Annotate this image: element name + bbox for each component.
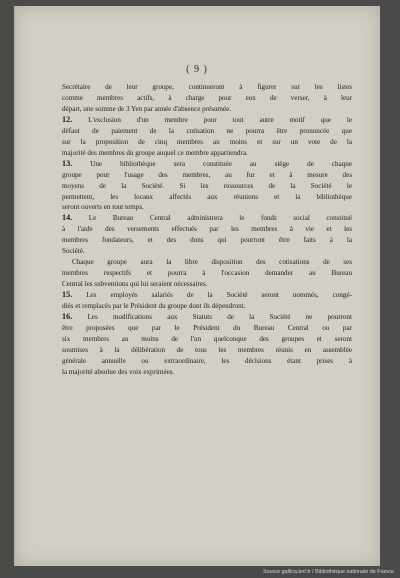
- text-line: [62, 312, 352, 323]
- line-text: membres fondateurs, et des dons qui pourront être faits à la: [62, 236, 352, 245]
- line-text: majorité des membres du groupe auquel ce membre appartiendra.: [62, 148, 248, 157]
- text-line: [62, 159, 352, 170]
- line-text: diés et remplacés par le Président du groupe dont ils dépendront.: [62, 302, 246, 311]
- line-text: Les employés salariés de la Société seront nommés, congé-: [72, 291, 352, 300]
- line-text: la majorité absolue des voix exprimées.: [62, 367, 175, 376]
- line-text: comme membres actifs, à charge pour eux de verser, à leur: [62, 93, 352, 102]
- line-text: Les modifications aux Statuts de la Société ne pourront: [72, 313, 352, 322]
- line-text: membres respectifs et pourra à l'occasion demander au Bureau: [62, 269, 352, 278]
- line-text: Chaque groupe aura la libre disposition des cotisations de ses: [72, 258, 352, 267]
- line-text: six membres au moins de l'un quelconque des groupes et seront: [62, 334, 352, 343]
- line-text: défaut de paiement de la cotisation ne pourra être prononcée que: [62, 126, 352, 135]
- text-line: [62, 367, 352, 378]
- text-line: [62, 202, 352, 213]
- page-number: ( 9 ): [186, 64, 208, 75]
- page-edge: [14, 6, 16, 566]
- text-line: [62, 356, 352, 367]
- line-text: permettent, les locaux affectés aux réunions et la bibliothèque: [62, 192, 352, 201]
- text-line: [62, 148, 352, 159]
- text-line: [62, 224, 352, 235]
- line-text: sur la proposition de cinq membres au moins et sur un vote de la: [62, 137, 352, 146]
- article-number: 12.: [62, 114, 73, 124]
- text-line: [62, 257, 352, 268]
- line-text: Une bibliothèque sera constituée au siège de chaque: [72, 159, 352, 168]
- source-footer: Source gallica.bnf.fr / Bibliothèque nationale de France: [263, 569, 394, 575]
- line-text: L'exclusion d'un membre pour tout autre motif que le: [72, 115, 352, 124]
- line-text: groupe pour l'usage des membres, au fur et à mesure des: [62, 170, 352, 179]
- text-line: [62, 213, 352, 224]
- line-text: seront ouverts en tout temps.: [62, 203, 144, 212]
- text-line: [62, 235, 352, 246]
- line-text: moyens de la Société. Si les ressources de la Société le: [62, 181, 352, 190]
- line-text: à l'aide des versements effectués par les membres à vie et les: [62, 225, 352, 234]
- text-line: [62, 170, 352, 181]
- text-line: [62, 126, 352, 137]
- text-line: [62, 181, 352, 192]
- text-line: [62, 82, 352, 93]
- line-text: générale annuelle ou extraordinaire, les décisions étant prises à: [62, 356, 352, 365]
- text-line: [62, 301, 352, 312]
- text-line: [62, 279, 352, 290]
- text-line: [62, 268, 352, 279]
- text-line: [62, 345, 352, 356]
- document-page: [14, 6, 380, 566]
- text-line: [62, 192, 352, 203]
- line-text: Secrétaire de leur groupe, continueront à figurer sur les listes: [62, 83, 352, 91]
- text-line: [62, 93, 352, 104]
- line-text: Central les subventions qui lui seraient nécessaires.: [62, 280, 208, 289]
- line-text: Société.: [62, 247, 85, 256]
- text-line: [62, 104, 352, 115]
- article-number: 14.: [62, 213, 73, 223]
- line-text: être proposées que par le Président du Bureau Central ou par: [62, 323, 352, 332]
- article-number: 15.: [62, 290, 73, 300]
- text-line: [62, 137, 352, 148]
- text-line: [62, 246, 352, 257]
- line-text: départ, une somme de 3 Yen par année d'absence présumée.: [62, 104, 232, 113]
- article-number: 16.: [62, 312, 73, 322]
- text-line: [62, 334, 352, 345]
- line-text: soumises à la délibération de tous les membres réunis en assemblée: [62, 345, 352, 354]
- text-line: [62, 115, 352, 126]
- body-text: [62, 82, 352, 378]
- line-text: Le Bureau Central administrera le fonds social constitué: [72, 214, 352, 223]
- text-line: [62, 323, 352, 334]
- article-number: 13.: [62, 158, 73, 168]
- text-line: [62, 290, 352, 301]
